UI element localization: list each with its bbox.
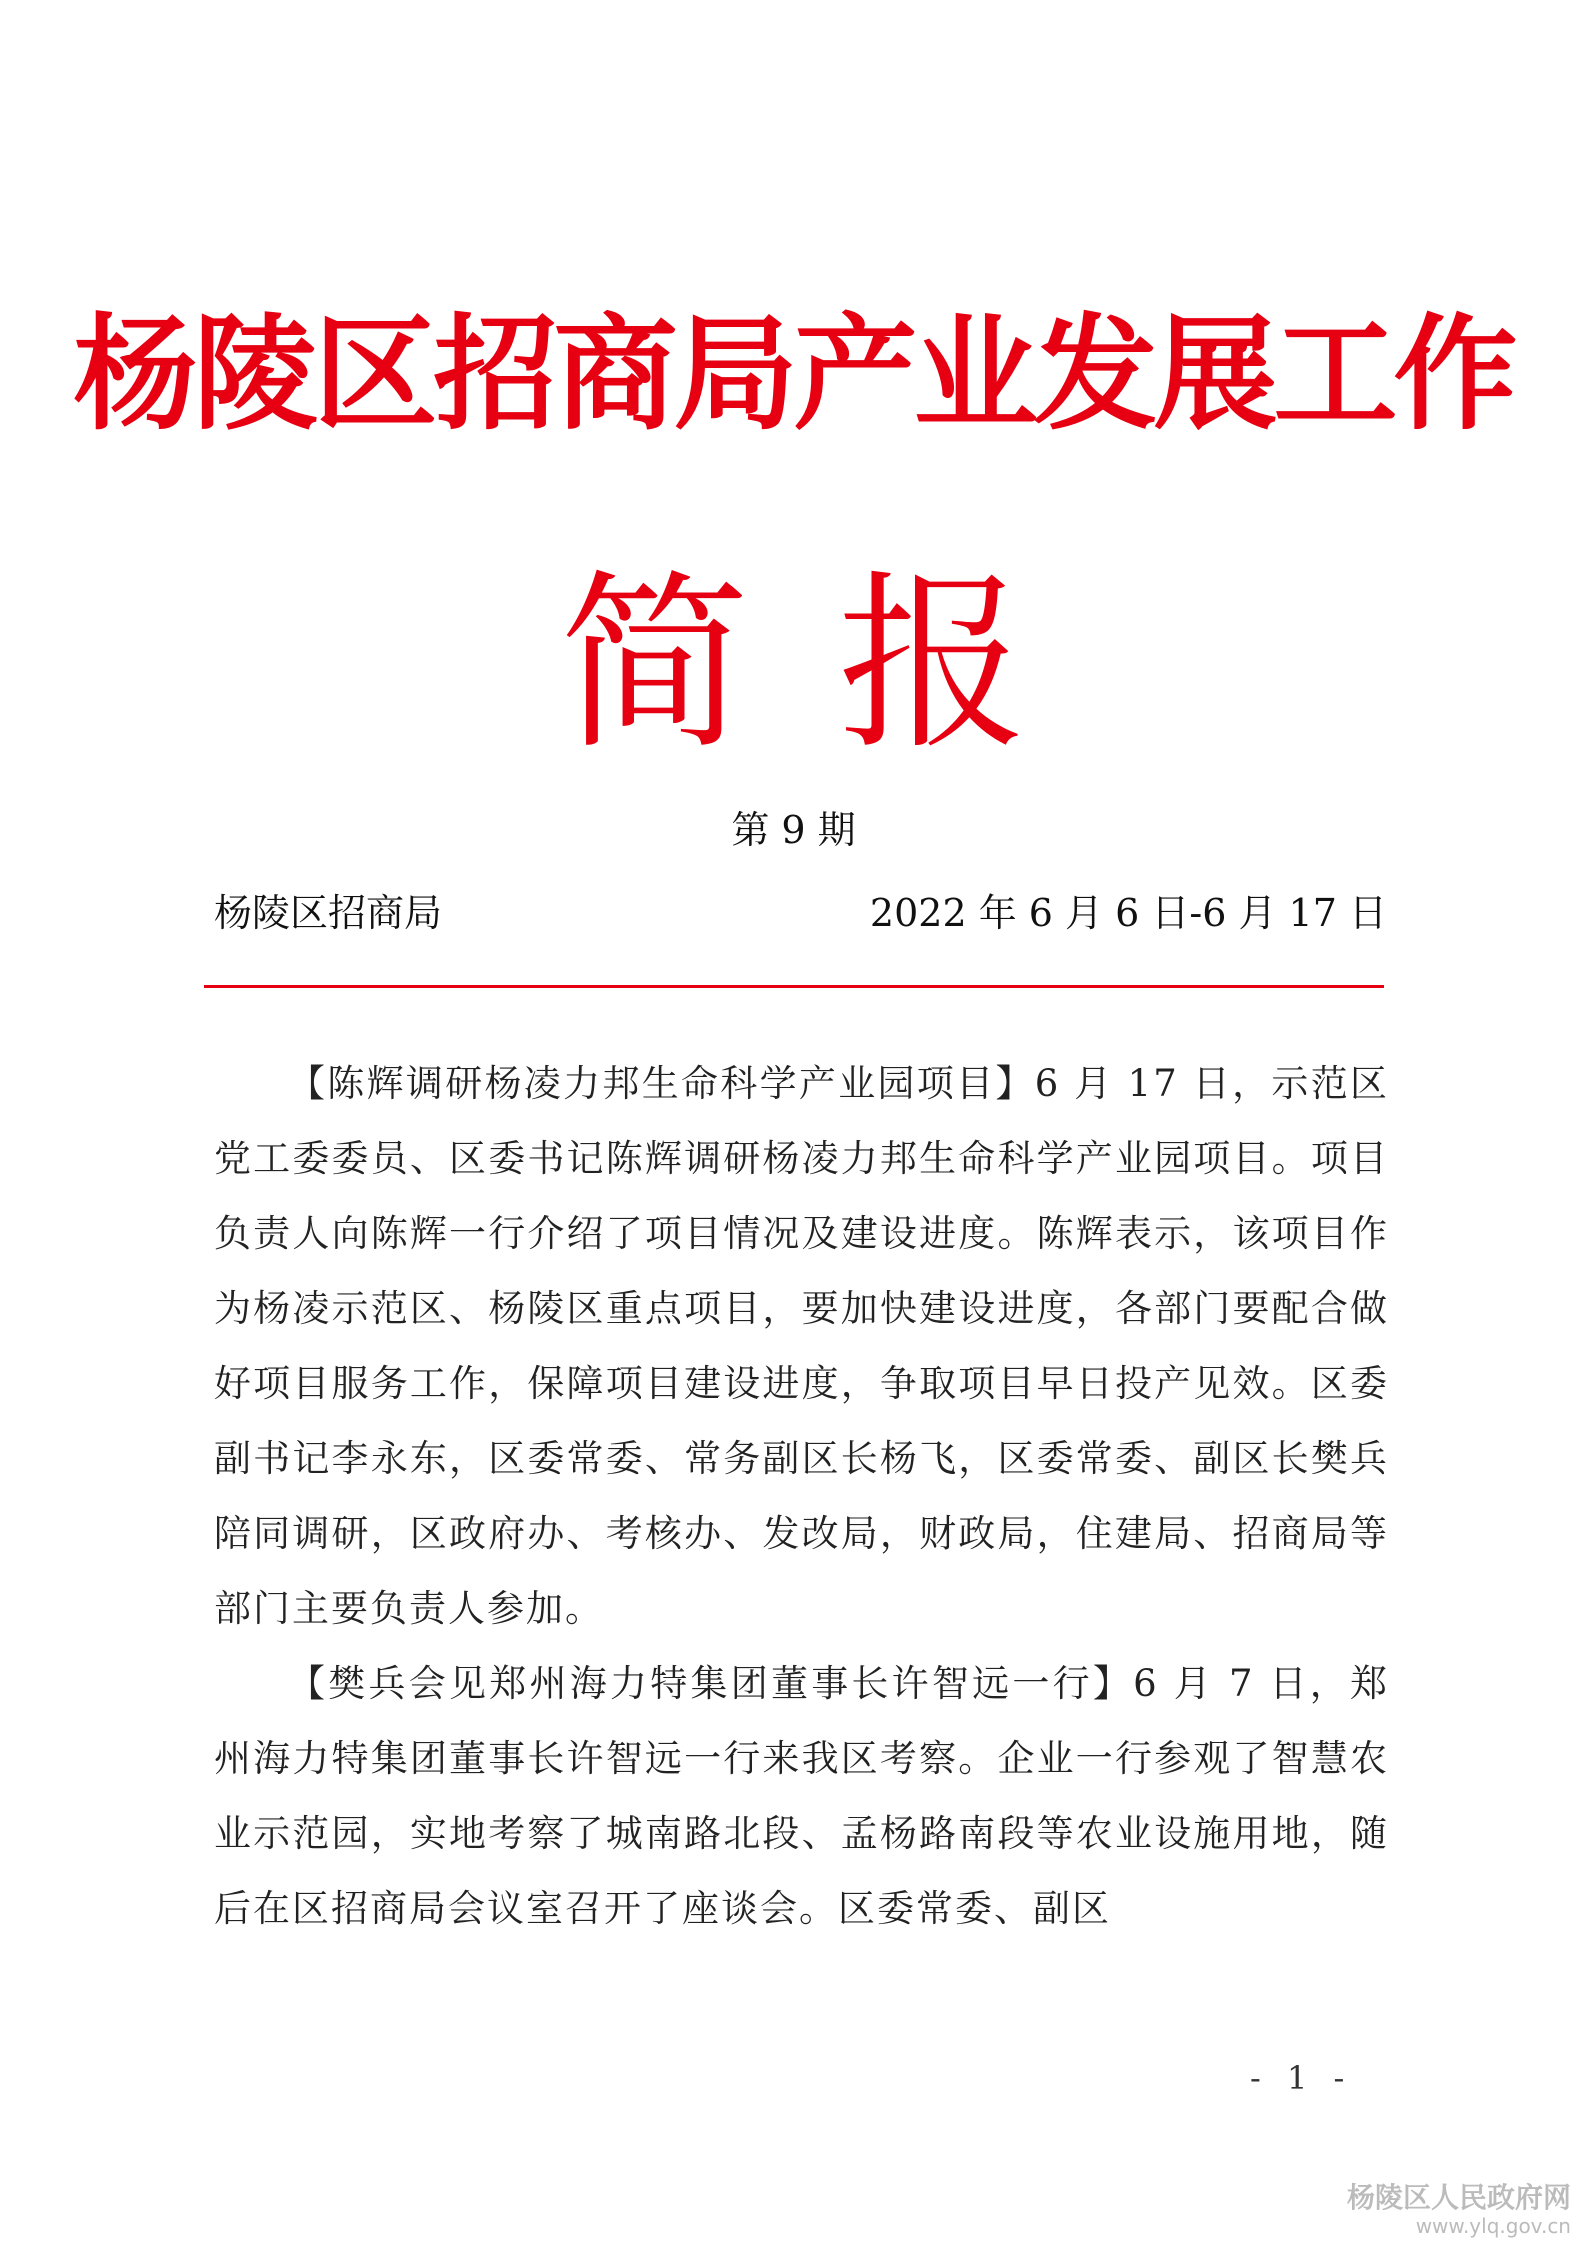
issuer-name: 杨陵区招商局	[214, 891, 443, 935]
red-divider	[204, 985, 1384, 988]
paragraph-2: 【樊兵会见郑州海力特集团董事长许智远一行】6 月 7 日，郑州海力特集团董事长许智远一行来我区考察。企业一行参观了智慧农业示范园，实地考察了城南路北段、孟杨路南段等农业设施用地，随后在区招商局会议室召开了座谈会。区委常委、副区	[214, 1662, 1389, 1930]
date-range: 2022 年 6 月 6 日-6 月 17 日	[869, 891, 1387, 935]
subtitle-char-1: 简	[559, 554, 750, 775]
subtitle-char-2: 报	[837, 554, 1028, 775]
page-number: - 1 -	[1250, 2059, 1353, 2097]
bulletin-subtitle	[0, 554, 1587, 775]
watermark-name: 杨陵区人民政府网	[1346, 2181, 1571, 2214]
issue-number: 第 9 期	[731, 808, 856, 852]
bulletin-body	[214, 1046, 1389, 1946]
watermark-url: www.ylq.gov.cn	[1415, 2214, 1571, 2238]
bulletin-title: 杨陵区招商局产业发展工作	[73, 303, 1514, 447]
site-watermark	[1271, 2182, 1571, 2238]
paragraph-1: 【陈辉调研杨凌力邦生命科学产业园项目】6 月 17 日，示范区党工委委员、区委书记陈辉调研杨凌力邦生命科学产业园项目。项目负责人向陈辉一行介绍了项目情况及建设进度。陈辉表示，该项目作为杨凌示范区、杨陵区重点项目，要加快建设进度，各部门要配合做好项目服务工作，保障项目建设进度，争取项目早日投产见效。区委副书记李永东，区委常委、常务副区长杨飞，区委常委、副区长樊兵陪同调研，区政府办、考核办、发改局，财政局，住建局、招商局等部门主要负责人参加。	[214, 1062, 1389, 1630]
